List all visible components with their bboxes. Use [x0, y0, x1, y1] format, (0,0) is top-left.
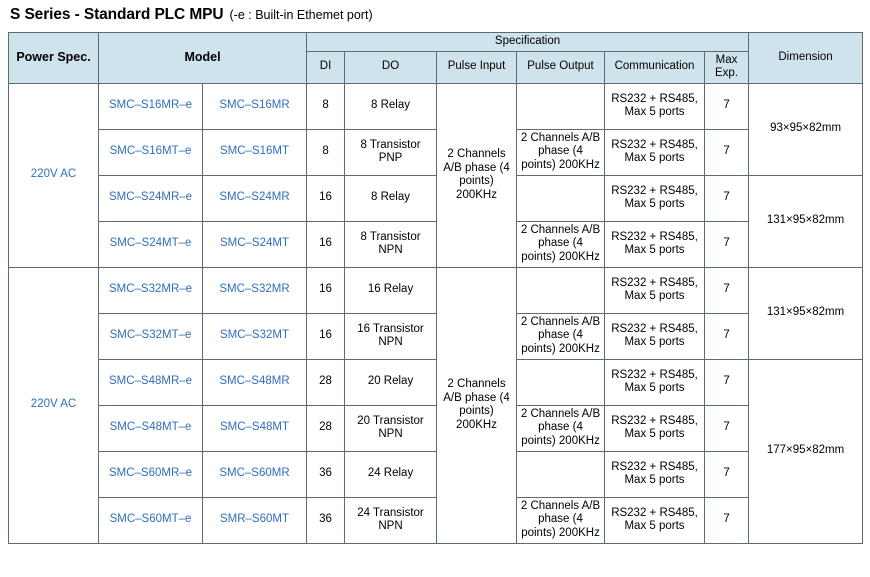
power-spec-cell: 220V AC	[9, 83, 99, 267]
power-spec-cell: 220V AC	[9, 267, 99, 543]
do-cell: 16 Transistor NPN	[345, 313, 437, 359]
do-cell: 8 Relay	[345, 83, 437, 129]
model-cell[interactable]	[203, 497, 307, 543]
do-cell: 8 Transistor PNP	[345, 129, 437, 175]
model-link[interactable]: SMC–S24MR	[219, 191, 290, 204]
header-dimension: Dimension	[749, 33, 863, 84]
table-row	[9, 405, 863, 451]
max-exp-cell: 7	[705, 313, 749, 359]
model-ethernet-cell[interactable]	[99, 129, 203, 175]
model-cell[interactable]	[203, 175, 307, 221]
dimension-cell: 177×95×82mm	[749, 359, 863, 543]
table-row	[9, 313, 863, 359]
model-link[interactable]: SMC–S48MR–e	[108, 375, 193, 388]
dimension-cell: 131×95×82mm	[749, 267, 863, 359]
di-cell: 28	[307, 359, 345, 405]
model-cell[interactable]	[203, 129, 307, 175]
communication-cell: RS232 + RS485, Max 5 ports	[605, 83, 705, 129]
di-cell: 36	[307, 497, 345, 543]
model-link[interactable]: SMC–S32MR	[219, 283, 290, 296]
communication-cell: RS232 + RS485, Max 5 ports	[605, 405, 705, 451]
table-row	[9, 359, 863, 405]
pulse-input-cell: 2 Channels A/B phase (4 points) 200KHz	[437, 267, 517, 543]
di-cell: 8	[307, 83, 345, 129]
di-cell: 16	[307, 175, 345, 221]
pulse-output-cell: 2 Channels A/B phase (4 points) 200KHz	[517, 405, 605, 451]
model-ethernet-cell[interactable]	[99, 267, 203, 313]
model-ethernet-cell[interactable]	[99, 497, 203, 543]
header-do: DO	[345, 51, 437, 83]
model-link[interactable]: SMC–S48MT	[219, 421, 290, 434]
communication-cell: RS232 + RS485, Max 5 ports	[605, 313, 705, 359]
model-link[interactable]: SMC–S60MR–e	[108, 467, 193, 480]
pulse-output-cell: 2 Channels A/B phase (4 points) 200KHz	[517, 497, 605, 543]
model-link[interactable]: SMC–S16MR	[219, 99, 290, 112]
di-cell: 16	[307, 267, 345, 313]
header-specification: Specification	[307, 33, 749, 52]
model-link[interactable]: SMC–S32MR–e	[108, 283, 193, 296]
communication-cell: RS232 + RS485, Max 5 ports	[605, 175, 705, 221]
do-cell: 8 Relay	[345, 175, 437, 221]
model-cell[interactable]	[203, 451, 307, 497]
communication-cell: RS232 + RS485, Max 5 ports	[605, 221, 705, 267]
do-cell: 20 Relay	[345, 359, 437, 405]
di-cell: 36	[307, 451, 345, 497]
header-power-spec: Power Spec.	[9, 33, 99, 84]
do-cell: 20 Transistor NPN	[345, 405, 437, 451]
model-link[interactable]: SMC–S32MT–e	[109, 329, 192, 342]
model-link[interactable]: SMC–S24MR–e	[108, 191, 193, 204]
di-cell: 28	[307, 405, 345, 451]
communication-cell: RS232 + RS485, Max 5 ports	[605, 129, 705, 175]
pulse-input-cell: 2 Channels A/B phase (4 points) 200KHz	[437, 83, 517, 267]
pulse-output-cell	[517, 359, 605, 405]
communication-cell: RS232 + RS485, Max 5 ports	[605, 359, 705, 405]
pulse-output-cell	[517, 451, 605, 497]
specification-table	[8, 32, 863, 544]
model-cell[interactable]	[203, 221, 307, 267]
pulse-output-cell: 2 Channels A/B phase (4 points) 200KHz	[517, 221, 605, 267]
table-row	[9, 267, 863, 313]
model-cell[interactable]	[203, 313, 307, 359]
di-cell: 8	[307, 129, 345, 175]
communication-cell: RS232 + RS485, Max 5 ports	[605, 451, 705, 497]
model-ethernet-cell[interactable]	[99, 83, 203, 129]
model-link[interactable]: SMC–S48MT–e	[109, 421, 192, 434]
table-row	[9, 451, 863, 497]
table-row	[9, 221, 863, 267]
do-cell: 24 Relay	[345, 451, 437, 497]
di-cell: 16	[307, 313, 345, 359]
title-subtitle: (-e : Built-in Ethemet port)	[229, 8, 373, 22]
communication-cell: RS232 + RS485, Max 5 ports	[605, 267, 705, 313]
max-exp-cell: 7	[705, 359, 749, 405]
max-exp-cell: 7	[705, 497, 749, 543]
max-exp-cell: 7	[705, 221, 749, 267]
model-link[interactable]: SMC–S16MT	[219, 145, 290, 158]
model-link[interactable]: SMC–S60MT–e	[109, 513, 192, 526]
table-head	[9, 33, 863, 84]
model-cell[interactable]	[203, 359, 307, 405]
header-max-exp: Max Exp.	[705, 51, 749, 83]
max-exp-cell: 7	[705, 83, 749, 129]
page-title	[8, 6, 862, 32]
model-link[interactable]: SMC–S32MT	[219, 329, 290, 342]
model-ethernet-cell[interactable]	[99, 221, 203, 267]
header-di: DI	[307, 51, 345, 83]
model-cell[interactable]	[203, 267, 307, 313]
table-body	[9, 83, 863, 543]
communication-cell: RS232 + RS485, Max 5 ports	[605, 497, 705, 543]
max-exp-cell: 7	[705, 451, 749, 497]
header-pulse-input: Pulse Input	[437, 51, 517, 83]
max-exp-cell: 7	[705, 129, 749, 175]
do-cell: 24 Transistor NPN	[345, 497, 437, 543]
header-pulse-output: Pulse Output	[517, 51, 605, 83]
model-cell[interactable]	[203, 83, 307, 129]
dimension-cell: 93×95×82mm	[749, 83, 863, 175]
pulse-output-cell: 2 Channels A/B phase (4 points) 200KHz	[517, 313, 605, 359]
model-link[interactable]: SMC–S16MT–e	[109, 145, 192, 158]
table-row	[9, 83, 863, 129]
model-link[interactable]: SMC–S16MR–e	[108, 99, 193, 112]
model-ethernet-cell[interactable]	[99, 359, 203, 405]
max-exp-cell: 7	[705, 267, 749, 313]
table-row	[9, 175, 863, 221]
model-link[interactable]: SMC–S60MR	[219, 467, 290, 480]
header-communication: Communication	[605, 51, 705, 83]
pulse-output-cell	[517, 175, 605, 221]
do-cell: 16 Relay	[345, 267, 437, 313]
model-ethernet-cell[interactable]	[99, 313, 203, 359]
pulse-output-cell	[517, 267, 605, 313]
do-cell: 8 Transistor NPN	[345, 221, 437, 267]
di-cell: 16	[307, 221, 345, 267]
max-exp-cell: 7	[705, 405, 749, 451]
model-ethernet-cell[interactable]	[99, 451, 203, 497]
header-model: Model	[99, 33, 307, 84]
title-main: S Series - Standard PLC MPU	[10, 6, 224, 23]
model-ethernet-cell[interactable]	[99, 175, 203, 221]
model-ethernet-cell[interactable]	[99, 405, 203, 451]
model-link[interactable]: SMC–S24MT	[219, 237, 290, 250]
table-row	[9, 497, 863, 543]
header-row-1	[9, 33, 863, 52]
pulse-output-cell	[517, 83, 605, 129]
model-link[interactable]: SMR–S60MT	[219, 513, 290, 526]
model-link[interactable]: SMC–S24MT–e	[109, 237, 192, 250]
max-exp-cell: 7	[705, 175, 749, 221]
table-row	[9, 129, 863, 175]
model-link[interactable]: SMC–S48MR	[219, 375, 290, 388]
dimension-cell: 131×95×82mm	[749, 175, 863, 267]
pulse-output-cell: 2 Channels A/B phase (4 points) 200KHz	[517, 129, 605, 175]
model-cell[interactable]	[203, 405, 307, 451]
